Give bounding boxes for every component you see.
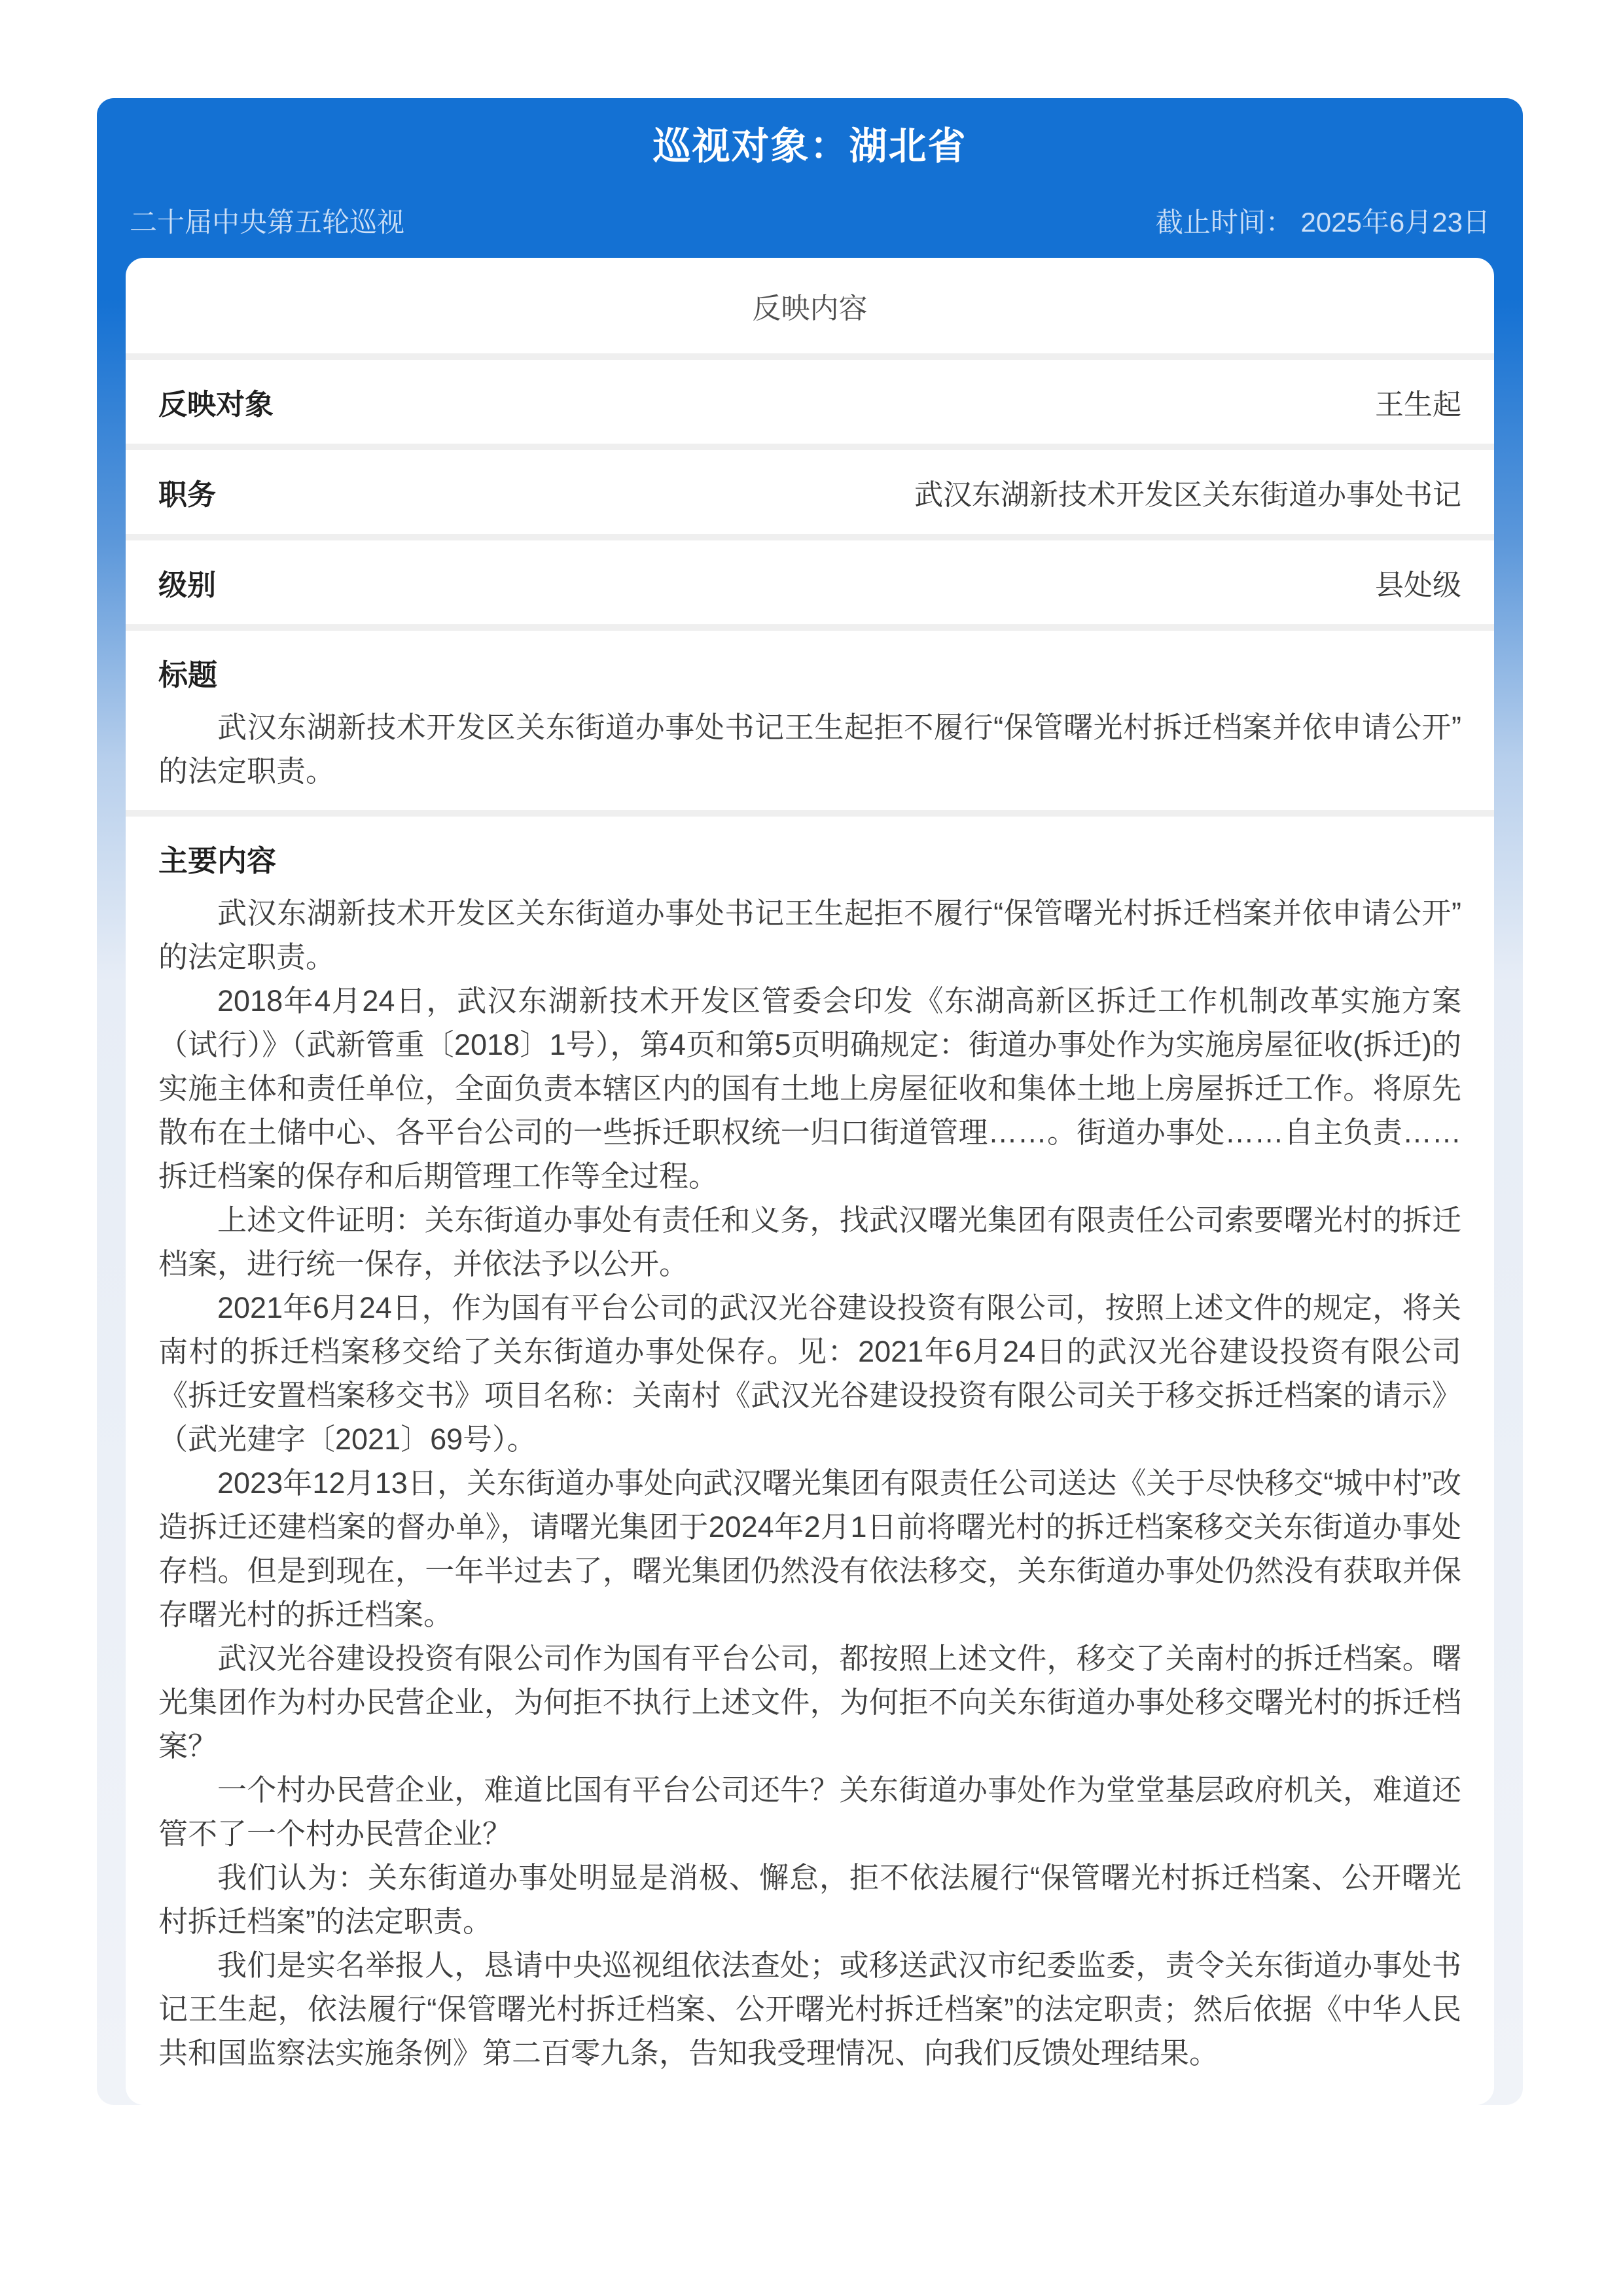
separator: [126, 444, 1494, 450]
content-paragraph: 武汉东湖新技术开发区关东街道办事处书记王生起拒不履行“保管曙光村拆迁档案并依申请公开”的法定职责。: [158, 896, 1461, 974]
banner-subrow: [130, 207, 1490, 238]
inspection-banner-container: [97, 98, 1523, 2105]
field-label-rank: 级别: [158, 569, 216, 601]
field-value-rank: 县处级: [1375, 569, 1461, 601]
title-section: [126, 631, 1494, 810]
field-label-position: 职务: [158, 479, 216, 511]
separator: [126, 810, 1494, 817]
content-paragraph: 我们认为：关东街道办事处明显是消极、懈怠，拒不依法履行“保管曙光村拆迁档案、公开曙光村拆迁档案”的法定职责。: [158, 1861, 1461, 1938]
separator: [126, 534, 1494, 540]
content-paragraph: 上述文件证明：关东街道办事处有责任和义务，找武汉曙光集团有限责任公司索要曙光村的拆迁档案，进行统一保存，并依法予以公开。: [158, 1203, 1461, 1280]
inspection-round-label: 二十届中央第五轮巡视: [130, 207, 405, 238]
title-section-heading: 标题: [158, 658, 218, 692]
field-row-rank: [126, 540, 1494, 624]
content-paragraph: 一个村办民营企业，难道比国有平台公司还牛？关东街道办事处作为堂堂基层政府机关，难道还管不了一个村办民营企业？: [158, 1773, 1461, 1850]
banner-header: [97, 98, 1523, 258]
separator: [126, 624, 1494, 631]
field-label-target: 反映对象: [158, 389, 274, 421]
field-row-position: [126, 450, 1494, 534]
content-paragraph: 2021年6月24日，作为国有平台公司的武汉光谷建设投资有限公司，按照上述文件的规定，将关南村的拆迁档案移交给了关东街道办事处保存。见：2021年6月24日的武汉光谷建设投资有限公司《拆迁安置档案移交书》项目名称：关南村《武汉光谷建设投资有限公司关于移交拆迁档案的请示》（武光建字〔2021〕69号）。: [158, 1291, 1461, 1456]
content-paragraph: 2018年4月24日，武汉东湖新技术开发区管委会印发《东湖高新区拆迁工作机制改革实施方案（试行）》（武新管重〔2018〕1号），第4页和第5页明确规定：街道办事处作为实施房屋征收(拆迁)的实施主体和责任单位，全面负责本辖区内的国有土地上房屋征收和集体土地上房屋拆迁工作。将原先散布在土储中心、各平台公司的一些拆迁职权统一归口街道管理……。街道办事处……自主负责……拆迁档案的保存和后期管理工作等全过程。: [158, 984, 1461, 1193]
field-value-position: 武汉东湖新技术开发区关东街道办事处书记: [914, 479, 1461, 511]
main-content-heading: 主要内容: [158, 844, 277, 877]
content-paragraph: 2023年12月13日，关东街道办事处向武汉曙光集团有限责任公司送达《关于尽快移交“城中村”改造拆迁还建档案的督办单》，请曙光集团于2024年2月1日前将曙光村的拆迁档案移交关东街道办事处存档。但是到现在，一年半过去了，曙光集团仍然没有依法移交，关东街道办事处仍然没有获取并保存曙光村的拆迁档案。: [158, 1466, 1461, 1631]
content-paragraph: 我们是实名举报人，恳请中央巡视组依法查处；或移送武汉市纪委监委，责令关东街道办事处书记王生起，依法履行“保管曙光村拆迁档案、公开曙光村拆迁档案”的法定职责；然后依据《中华人民共和国监察法实施条例》第二百零九条，告知我受理情况、向我们反馈处理结果。: [158, 1949, 1461, 2070]
field-value-target: 王生起: [1375, 389, 1461, 421]
card-title: 反映内容: [752, 292, 868, 325]
deadline-label: 截止时间： 2025年6月23日: [1155, 207, 1490, 238]
report-card: [126, 258, 1494, 2105]
title-section-text: 武汉东湖新技术开发区关东街道办事处书记王生起拒不履行“保管曙光村拆迁档案并依申请公开”的法定职责。: [158, 711, 1461, 788]
main-content-section: [126, 817, 1494, 2105]
separator: [126, 353, 1494, 360]
page-title: 巡视对象：湖北省: [652, 125, 967, 168]
field-row-target: [126, 360, 1494, 444]
content-paragraph: 武汉光谷建设投资有限公司作为国有平台公司，都按照上述文件，移交了关南村的拆迁档案。曙光集团作为村办民营企业，为何拒不执行上述文件，为何拒不向关东街道办事处移交曙光村的拆迁档案？: [158, 1642, 1461, 1763]
